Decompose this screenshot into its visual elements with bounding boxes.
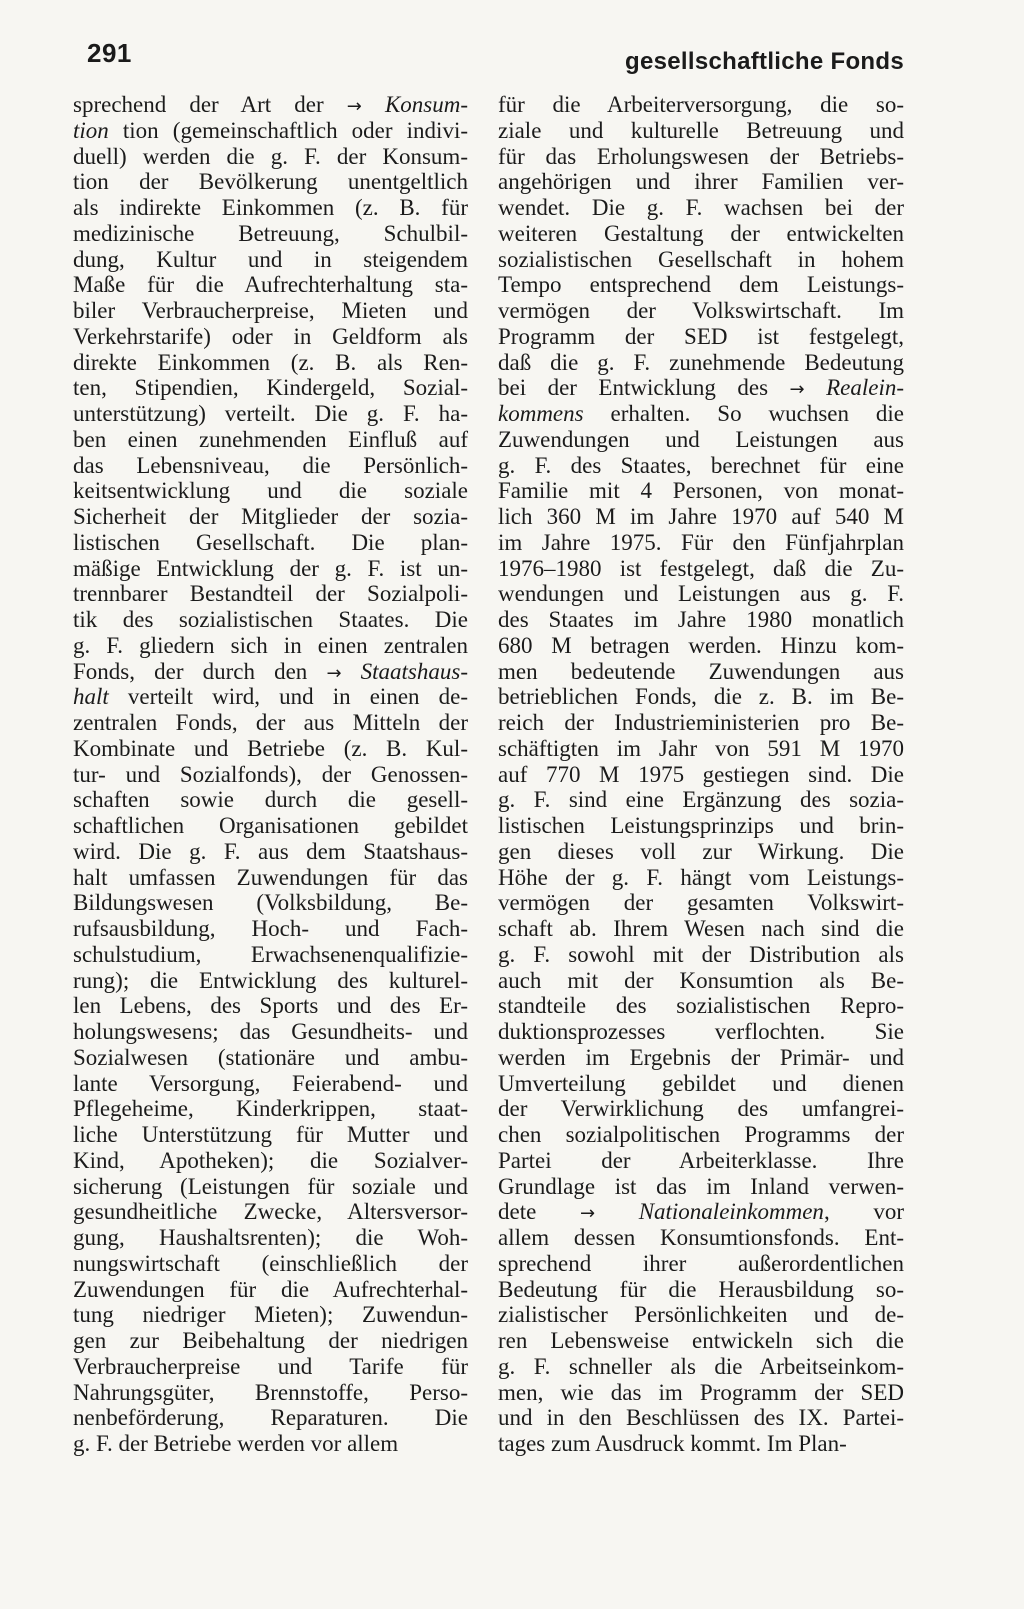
text-line: Kind, Apotheken); die Sozialver- xyxy=(73,1147,468,1173)
text-line: Bildungswesen (Volksbildung, Be- xyxy=(73,890,468,916)
arrow-icon: → xyxy=(579,1203,596,1225)
cross-reference: kommens xyxy=(498,401,584,426)
text-line: lante Versorgung, Feierabend- und xyxy=(73,1070,468,1096)
text-line: wendet. Die g. F. wachsen bei der xyxy=(498,195,904,220)
text-line: dung, Kultur und in steigendem xyxy=(73,246,468,272)
text-line: g. F. schneller als die Arbeitseinkom- xyxy=(498,1353,904,1379)
text-line: sicherung (Leistungen für soziale und xyxy=(73,1173,468,1199)
text-line: auch mit der Konsumtion als Be- xyxy=(498,967,904,993)
cross-reference: Staatshaus- xyxy=(360,658,468,684)
text-line: schaftlichen Organisationen gebildet xyxy=(73,813,468,838)
text-line: sozialistischen Gesellschaft in hohem xyxy=(498,246,904,272)
text-line: tages zum Ausdruck kommt. Im Plan- xyxy=(498,1431,847,1456)
text-line: listischen Gesellschaft. Die plan- xyxy=(73,529,468,555)
text-line: zentralen Fonds, der aus Mitteln der xyxy=(73,710,468,735)
cross-reference: Realein- xyxy=(826,375,904,401)
text-line: mäßige Entwicklung der g. F. ist un- xyxy=(73,555,468,581)
text-line: ben einen zunehmenden Einfluß auf xyxy=(73,426,468,452)
text-line: auf 770 M 1975 gestiegen sind. Die xyxy=(498,761,904,787)
cross-reference: tion xyxy=(73,117,109,143)
text-line: bei der Entwicklung des → Realein- xyxy=(498,375,904,401)
left-text-column xyxy=(73,92,468,1457)
text-line: Zuwendungen für die Aufrechterhal- xyxy=(73,1276,468,1302)
text-line: schaft ab. Ihrem Wesen nach sind die xyxy=(498,916,904,941)
text-line: wendungen und Leistungen aus g. F. xyxy=(498,581,904,607)
text-line: biler Verbraucherpreise, Mieten und xyxy=(73,298,468,323)
cross-reference: Nationaleinkommen xyxy=(638,1199,824,1225)
text-line: Sozialwesen (stationäre und ambu- xyxy=(73,1044,468,1070)
text-line: als indirekte Einkommen (z. B. für xyxy=(73,195,468,220)
text-line: des Staates im Jahre 1980 monatlich xyxy=(498,607,904,632)
text-line: halt umfassen Zuwendungen für das xyxy=(73,864,468,890)
text-line: für das Erholungswesen der Betriebs- xyxy=(498,143,904,169)
text-line: tion der Bevölkerung unentgeltlich xyxy=(73,169,468,195)
right-text-column xyxy=(498,92,904,1457)
text-line: Verbraucherpreise und Tarife für xyxy=(73,1353,468,1379)
text-line: gen zur Beibehaltung der niedrigen xyxy=(73,1328,468,1353)
text-line: direkte Einkommen (z. B. als Ren- xyxy=(73,349,468,375)
text-line: Maße für die Aufrechterhaltung sta- xyxy=(73,272,468,298)
text-line: g. F. gliedern sich in einen zentralen xyxy=(73,632,468,658)
text-line: Höhe der g. F. hängt vom Leistungs- xyxy=(498,864,904,890)
text-line: im Jahre 1975. Für den Fünfjahrplan xyxy=(498,529,904,555)
text-line: unterstützung) verteilt. Die g. F. ha- xyxy=(73,401,468,426)
cross-reference: Konsum- xyxy=(384,92,468,117)
text-line: men bedeutende Zuwendungen aus xyxy=(498,658,904,684)
text-line: 1976–1980 ist festgelegt, daß die Zu- xyxy=(498,555,904,581)
text-line: Sicherheit der Mitglieder der sozia- xyxy=(73,504,468,529)
arrow-icon: → xyxy=(789,379,805,401)
text-line: Nahrungsgüter, Brennstoffe, Perso- xyxy=(73,1379,468,1405)
text-line: reich der Industrieministerien pro Be- xyxy=(498,710,904,735)
text-line: ren Lebensweise entwickeln sich die xyxy=(498,1328,904,1353)
text-line: medizinische Betreuung, Schulbil- xyxy=(73,220,468,246)
text-line: g. F. sind eine Ergänzung des sozia- xyxy=(498,787,904,813)
text-line: rung); die Entwicklung des kulturel- xyxy=(73,967,468,993)
text-line: sprechend der Art der → Konsum- xyxy=(73,92,468,117)
text-line: tik des sozialistischen Staates. Die xyxy=(73,607,468,632)
text-line: liche Unterstützung für Mutter und xyxy=(73,1122,468,1147)
text-line: Zuwendungen und Leistungen aus xyxy=(498,426,904,452)
text-line: gen dieses voll zur Wirkung. Die xyxy=(498,838,904,864)
text-line: und in den Beschlüssen des IX. Partei- xyxy=(498,1405,904,1431)
text-line: kommens erhalten. So wuchsen die xyxy=(498,401,905,426)
text-line: nungswirtschaft (einschließlich der xyxy=(73,1250,468,1276)
text-line: betrieblichen Fonds, die z. B. im Be- xyxy=(498,684,904,710)
text-line: der Verwirklichung des umfangrei- xyxy=(498,1096,904,1122)
text-line: standteile des sozialistischen Repro- xyxy=(498,993,904,1019)
text-line: ten, Stipendien, Kindergeld, Sozial- xyxy=(73,375,468,401)
arrow-icon: → xyxy=(326,662,342,684)
text-line: chen sozialpolitischen Programms der xyxy=(498,1122,904,1147)
text-line: 680 M betragen werden. Hinzu kom- xyxy=(498,632,904,658)
text-line: Tempo entsprechend dem Leistungs- xyxy=(498,272,904,298)
text-line: Pflegeheime, Kinderkrippen, staat- xyxy=(73,1096,468,1122)
text-line: angehörigen und ihrer Familien ver- xyxy=(498,169,904,195)
text-line: ziale und kulturelle Betreuung und xyxy=(498,117,904,143)
text-line: g. F. des Staates, berechnet für eine xyxy=(498,452,904,478)
cross-reference: halt xyxy=(73,684,109,710)
text-line: vermögen der Volkswirtschaft. Im xyxy=(498,298,904,323)
text-line: für die Arbeiterversorgung, die so- xyxy=(498,92,904,117)
text-line: nenbeförderung, Reparaturen. Die xyxy=(73,1405,468,1431)
text-line: Fonds, der durch den → Staatshaus- xyxy=(73,658,468,684)
text-line: daß die g. F. zunehmende Bedeutung xyxy=(498,349,904,375)
text-line: trennbarer Bestandteil der Sozialpoli- xyxy=(73,581,468,607)
text-line: Umverteilung gebildet und dienen xyxy=(498,1070,904,1096)
text-line: Bedeutung für die Herausbildung so- xyxy=(498,1276,904,1302)
text-line: gung, Haushaltsrenten); die Woh- xyxy=(73,1225,468,1250)
text-line: Programm der SED ist festgelegt, xyxy=(498,323,904,349)
text-line: halt verteilt wird, und in einen de- xyxy=(73,684,468,710)
text-line: tur- und Sozialfonds), der Genossen- xyxy=(73,761,468,787)
text-line: tung niedriger Mieten); Zuwendun- xyxy=(73,1302,468,1328)
text-line: Grundlage ist das im Inland verwen- xyxy=(498,1173,904,1199)
text-line: g. F. sowohl mit der Distribution als xyxy=(498,941,904,967)
text-line: allem dessen Konsumtionsfonds. Ent- xyxy=(498,1225,904,1250)
text-line: men, wie das im Programm der SED xyxy=(498,1379,904,1405)
text-line: vermögen der gesamten Volkswirt- xyxy=(498,890,904,916)
running-head: gesellschaftliche Fonds xyxy=(625,48,904,75)
arrow-icon: → xyxy=(346,96,362,117)
text-line: listischen Leistungsprinzips und brin- xyxy=(498,813,904,838)
text-line: wird. Die g. F. aus dem Staatshaus- xyxy=(73,838,468,864)
text-line: Verkehrstarife) oder in Geldform als xyxy=(73,323,468,349)
text-line: zialistischer Persönlichkeiten und de- xyxy=(498,1302,904,1328)
text-line: sprechend ihrer außerordentlichen xyxy=(498,1250,904,1276)
text-line: das Lebensniveau, die Persönlich- xyxy=(73,452,468,478)
text-line: Familie mit 4 Personen, von monat- xyxy=(498,478,904,504)
text-line: Kombinate und Betriebe (z. B. Kul- xyxy=(73,735,468,761)
text-line: schäftigten im Jahr von 591 M 1970 xyxy=(498,735,904,761)
text-line: lich 360 M im Jahre 1970 auf 540 M xyxy=(498,504,904,529)
text-line: tion tion (gemeinschaftlich oder indivi- xyxy=(73,117,468,143)
text-line: dete → Nationaleinkommen, vor xyxy=(498,1199,904,1225)
text-line: keitsentwicklung und die soziale xyxy=(73,478,468,504)
text-line: holungswesens; das Gesundheits- und xyxy=(73,1019,468,1044)
text-line: duktionsprozesses verflochten. Sie xyxy=(498,1019,904,1044)
text-line: rufsausbildung, Hoch- und Fach- xyxy=(73,916,468,941)
text-line: gesundheitliche Zwecke, Altersversor- xyxy=(73,1199,468,1225)
text-line: schaften sowie durch die gesell- xyxy=(73,787,468,813)
text-line: len Lebens, des Sports und des Er- xyxy=(73,993,468,1019)
text-line: g. F. der Betriebe werden vor allem xyxy=(73,1431,399,1456)
page-number: 291 xyxy=(87,38,132,68)
text-line: schulstudium, Erwachsenenqualifizie- xyxy=(73,941,468,967)
text-line: Partei der Arbeiterklasse. Ihre xyxy=(498,1147,904,1173)
text-line: weiteren Gestaltung der entwickelten xyxy=(498,220,904,246)
text-line: werden im Ergebnis der Primär- und xyxy=(498,1044,904,1070)
text-line: duell) werden die g. F. der Konsum- xyxy=(73,143,468,169)
